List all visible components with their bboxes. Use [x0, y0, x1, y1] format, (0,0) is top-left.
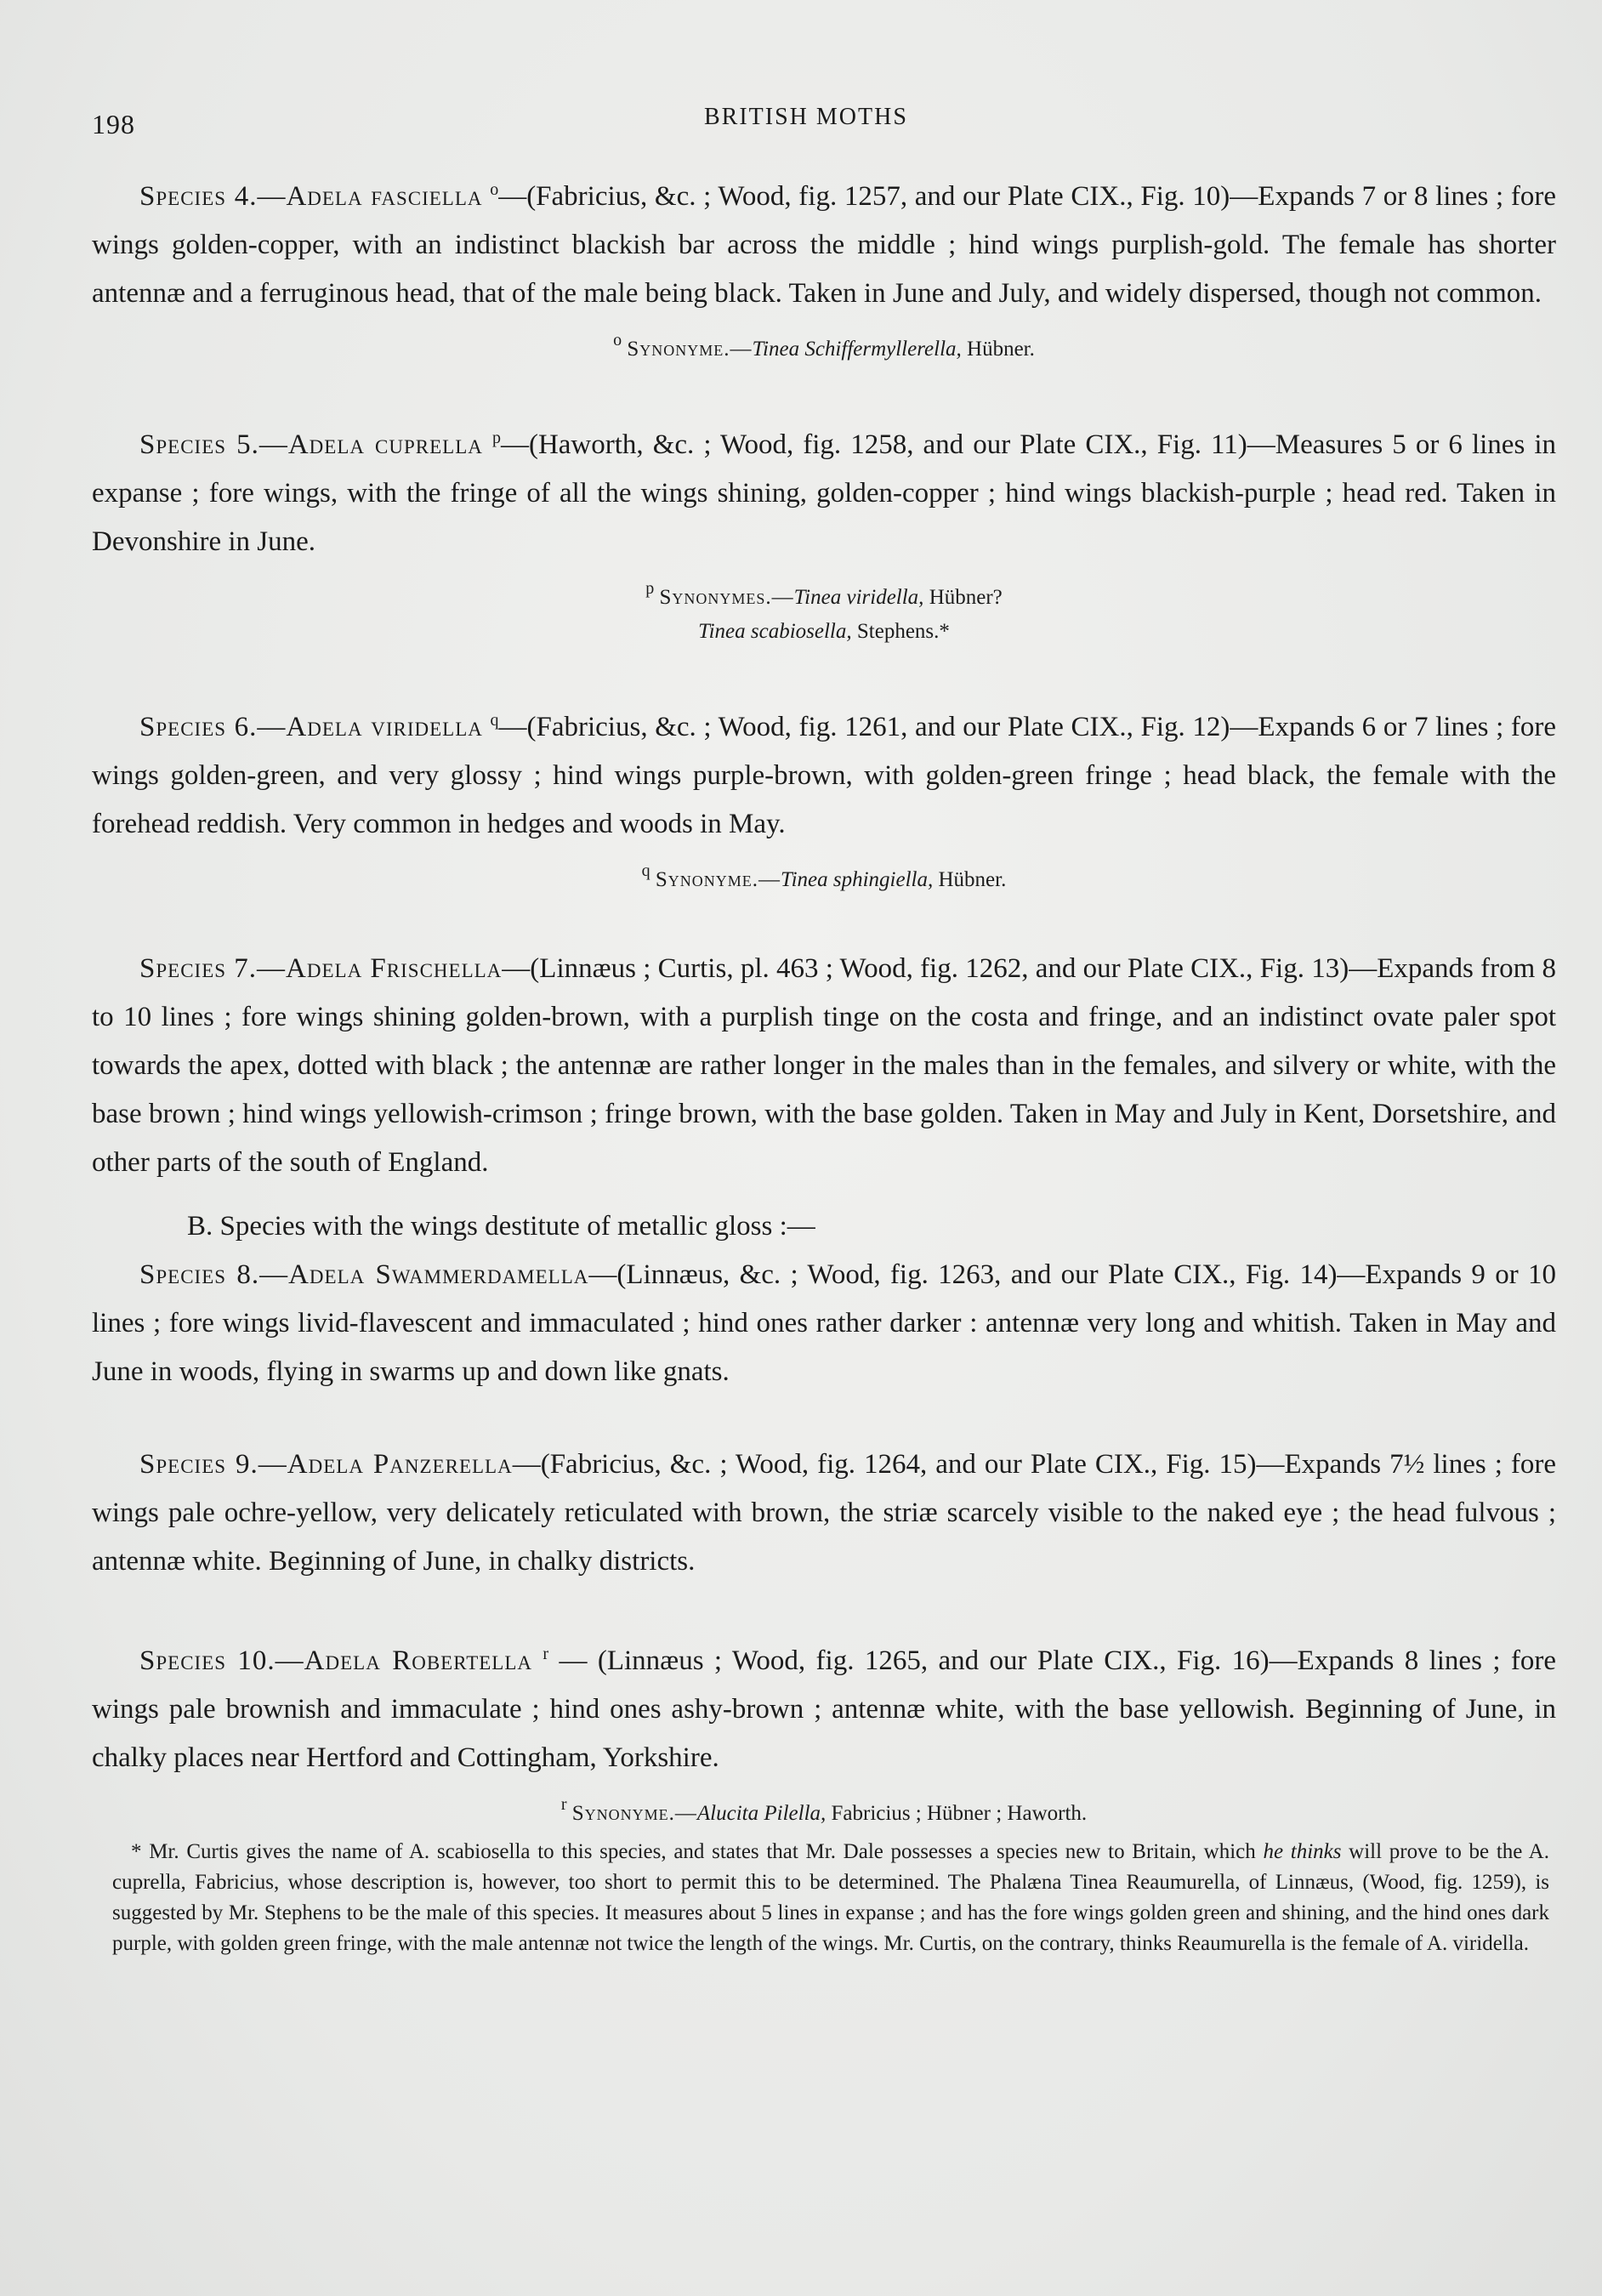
- synonym-name: Tinea Schiffermyllerella,: [752, 338, 962, 361]
- species-label: Species 9.—Adela Panzerella: [139, 1449, 513, 1480]
- synonym-name: Tinea sphingiella,: [781, 868, 934, 891]
- species-entry-4: [92, 166, 1556, 367]
- species-description: — (Linnæus ; Wood, fig. 1265, and our Plate CIX., Fig. 16)—Expands 8 lines ; fore wings pale brownish and immaculate ; hind ones ashy-brown ; antennæ white, with the base yellowish. Beginning of June, in chalky places near Hertford and Cottingham, Yorkshire.: [92, 1645, 1556, 1773]
- footnote-asterisk: *: [131, 1840, 142, 1863]
- species-description: —(Linnæus ; Curtis, pl. 463 ; Wood, fig. 1262, and our Plate CIX., Fig. 13)—Expands from 8 to 10 lines ; fore wings shining golden-brown, with a purplish tinge on the costa and fringe, and an indistinct ovate paler spot towards the apex, dotted with black ; the antennæ are rather longer in the males than in the females, and silvery or white, with the base brown ; hind wings yellowish-crimson ; fringe brown, with the base golden. Taken in May and July in Kent, Dorsetshire, and other parts of the south of England.: [92, 953, 1556, 1178]
- synonym-label: Synonymes.—: [659, 586, 794, 609]
- species-description: —(Fabricius, &c. ; Wood, fig. 1257, and our Plate CIX., Fig. 10)—Expands 7 or 8 lines ; fore wings golden-copper, with an indistinct blackish bar across the middle ; hind wings purplish-gold. The female has shorter antennæ and a ferruginous head, that of the male being black. Taken in June and July, and widely dispersed, though not common.: [92, 181, 1557, 309]
- footnote-italic: he thinks: [1263, 1840, 1342, 1863]
- synonym-label: Synonyme.—: [655, 868, 781, 891]
- synonym-marker: o: [613, 331, 622, 350]
- page-number: 198: [92, 109, 135, 139]
- synonym-note: [92, 1787, 1556, 1831]
- running-title: BRITISH MOTHS: [704, 104, 908, 130]
- species-entry-8: [92, 1251, 1556, 1396]
- synonym-authority: Hübner.: [933, 868, 1007, 891]
- species-label: Species 4.—Adela fasciella: [139, 181, 483, 212]
- species-description: —(Fabricius, &c. ; Wood, fig. 1261, and our Plate CIX., Fig. 12)—Expands 6 or 7 lines ; fore wings golden-green, and very glossy ; hind wings purple-brown, with golden-green fringe ; head black, the female with the forehead reddish. Very common in hedges and woods in May.: [92, 712, 1557, 839]
- species-label: Species 7.—Adela Frischella: [139, 953, 503, 984]
- synonym-note: [92, 854, 1556, 897]
- synonym-name: Tinea viridella,: [793, 586, 924, 609]
- species-label: Species 6.—Adela viridella: [139, 712, 483, 742]
- synonym-marker: r: [560, 1795, 567, 1814]
- section-heading-b: B. Species with the wings destitute of metallic gloss :—: [187, 1211, 815, 1242]
- species-label: Species 5.—Adela cuprella: [139, 429, 483, 460]
- species-description: —(Haworth, &c. ; Wood, fig. 1258, and our Plate CIX., Fig. 11)—Measures 5 or 6 lines in expanse ; fore wings, with the fringe of all the wings shining, golden-copper ; hind wings blackish-purple ; head red. Taken in Devonshire in June.: [92, 429, 1557, 557]
- synonym-authority: Stephens.*: [851, 620, 950, 643]
- footnote-marker: q: [490, 711, 499, 730]
- synonym-note: [92, 323, 1556, 367]
- page-body: [92, 166, 1556, 1831]
- species-entry-10: [92, 1630, 1556, 1831]
- species-label: Species 8.—Adela Swammerdamella: [139, 1259, 589, 1290]
- page-footnote: [112, 1837, 1549, 1959]
- species-description: —(Linnæus, &c. ; Wood, fig. 1263, and our Plate CIX., Fig. 14)—Expands 9 or 10 lines ; fore wings livid-flavescent and immaculated ; hind ones rather darker : antennæ very long and whitish. Taken in May and June in woods, flying in swarms up and down like gnats.: [92, 1259, 1556, 1387]
- species-description: —(Fabricius, &c. ; Wood, fig. 1264, and our Plate CIX., Fig. 15)—Expands 7½ lines ; fore wings pale ochre-yellow, very delicately reticulated with brown, the striæ scarcely visible to the naked eye ; the head fulvous ; antennæ white. Beginning of June, in chalky districts.: [92, 1449, 1556, 1577]
- footnote-marker: p: [491, 429, 501, 447]
- species-entry-7: [92, 945, 1556, 1187]
- footnote-text: Mr. Curtis gives the name of A. scabiosella to this species, and states that Mr. Dale possesses a species new to Britain, which: [141, 1840, 1264, 1863]
- synonym-label: Synonyme.—: [627, 338, 753, 361]
- synonym-label: Synonyme.—: [571, 1802, 697, 1825]
- synonym-name: Alucita Pilella,: [696, 1802, 827, 1825]
- synonym-marker: q: [641, 861, 650, 880]
- synonym-note: [92, 571, 1556, 649]
- synonym-marker: p: [645, 579, 655, 598]
- footnote-marker: r: [543, 1645, 549, 1663]
- synonym-authority: Hübner?: [923, 586, 1003, 609]
- synonym-name: Tinea scabiosella,: [698, 620, 852, 643]
- species-label: Species 10.—Adela Robertella: [139, 1645, 532, 1676]
- page-header: [92, 100, 1551, 139]
- species-entry-6: [92, 696, 1556, 897]
- synonym-authority: Fabricius ; Hübner ; Haworth.: [826, 1802, 1088, 1825]
- footnote-text: will prove to be the A. cuprella, Fabricius, whose description is, however, too short to permit this to be determined. The Phalæna Tinea Reaumurella, of Linnæus, (Wood, fig. 1259), is suggested by Mr. Stephens to be the male of this species. It measures about 5 lines in expanse ; and has the fore wings golden green and shining, and the hind ones dark purple, with golden green fringe, with the male antennæ not twice the length of the wings. Mr. Curtis, on the contrary, thinks Reaumurella is the female of A. viridella.: [112, 1840, 1549, 1955]
- species-entry-9: [92, 1441, 1556, 1586]
- footnote-marker: o: [490, 180, 499, 199]
- synonym-authority: Hübner.: [961, 338, 1035, 361]
- species-entry-5: [92, 414, 1556, 649]
